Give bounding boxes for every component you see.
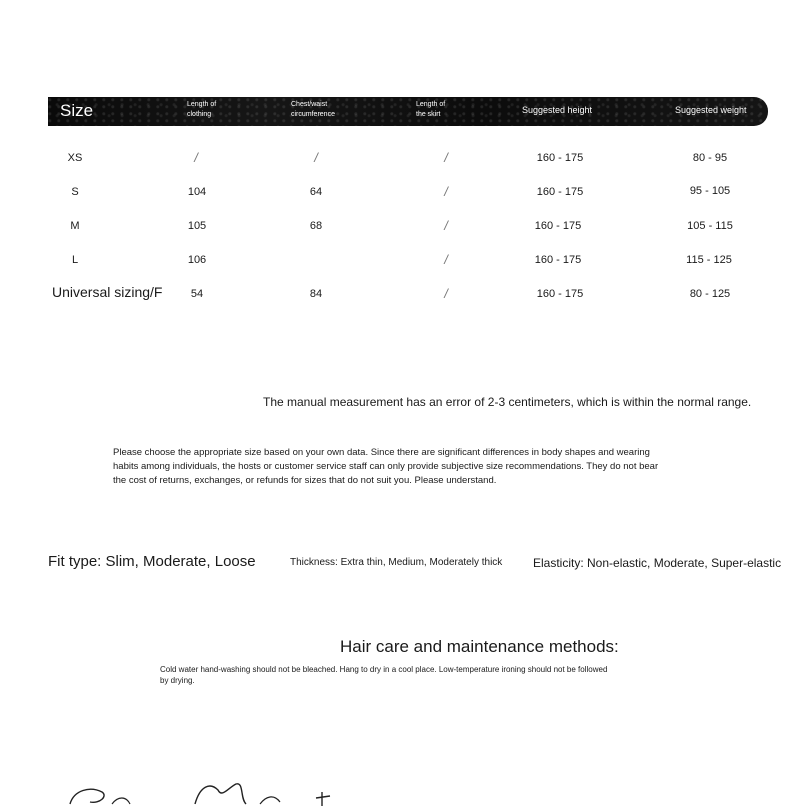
row-weight: 105 - 115 [687,220,733,232]
row-size: M [70,220,80,232]
row-size: Universal sizing/F [52,284,163,300]
row-length: 105 [187,220,207,232]
row-length: 104 [187,186,207,198]
row-skirt: / [444,252,448,267]
row-length: / [194,150,198,165]
row-weight: 80 - 125 [689,288,731,300]
row-weight: 95 - 105 [689,185,731,197]
row-size: L [71,254,79,266]
size-table-header [48,97,768,126]
row-chest: 68 [309,220,323,232]
header-suggested-weight: Suggested weight [675,105,747,115]
elasticity: Elasticity: Non-elastic, Moderate, Super-elastic [533,556,782,570]
row-weight: 80 - 95 [692,152,728,164]
header-chest-waist: Chest/waist circumference [291,101,335,118]
row-size: XS [67,152,83,164]
row-length: 106 [187,254,207,266]
disclaimer-line: habits among individuals, the hosts or customer service staff can only provide subjective size recommendations. They do not bear [113,461,659,472]
row-length: 54 [190,288,204,300]
care-instructions [160,664,660,686]
row-height: 160 - 175 [536,186,584,198]
row-chest: / [314,150,318,165]
row-height: 160 - 175 [536,152,584,164]
care-title: Hair care and maintenance methods: [340,637,619,656]
row-height: 160 - 175 [534,254,582,266]
size-disclaimer [113,446,713,488]
care-line: by drying. [160,676,195,685]
thickness: Thickness: Extra thin, Medium, Moderately thick [290,557,503,568]
header-length-skirt: Length of the skirt [416,101,446,118]
row-weight: 115 - 125 [686,254,732,266]
row-size: S [71,186,79,198]
row-height: 160 - 175 [536,288,584,300]
header-size: Size [60,101,94,120]
row-skirt: / [444,150,448,165]
header-length-clothing: Length of clothing [187,101,217,118]
row-height: 160 - 175 [534,220,582,232]
row-skirt: / [444,184,448,199]
row-chest: 84 [309,288,323,300]
row-chest: 64 [309,186,323,198]
row-skirt: / [444,286,448,301]
disclaimer-line: Please choose the appropriate size based on your own data. Since there are significant differences in body shapes and wearing [113,447,650,458]
disclaimer-line: the cost of returns, exchanges, or refunds for sizes that do not suit you. Please understand. [113,475,497,486]
row-skirt: / [444,218,448,233]
decorative-script-art [60,776,360,806]
header-suggested-height: Suggested height [522,105,593,115]
fit-type: Fit type: Slim, Moderate, Loose [48,553,256,570]
measurement-note: The manual measurement has an error of 2-3 centimeters, which is within the normal range. [263,395,752,409]
care-line: Cold water hand-washing should not be bleached. Hang to dry in a cool place. Low-temperature ironing should not be followed [160,665,608,674]
